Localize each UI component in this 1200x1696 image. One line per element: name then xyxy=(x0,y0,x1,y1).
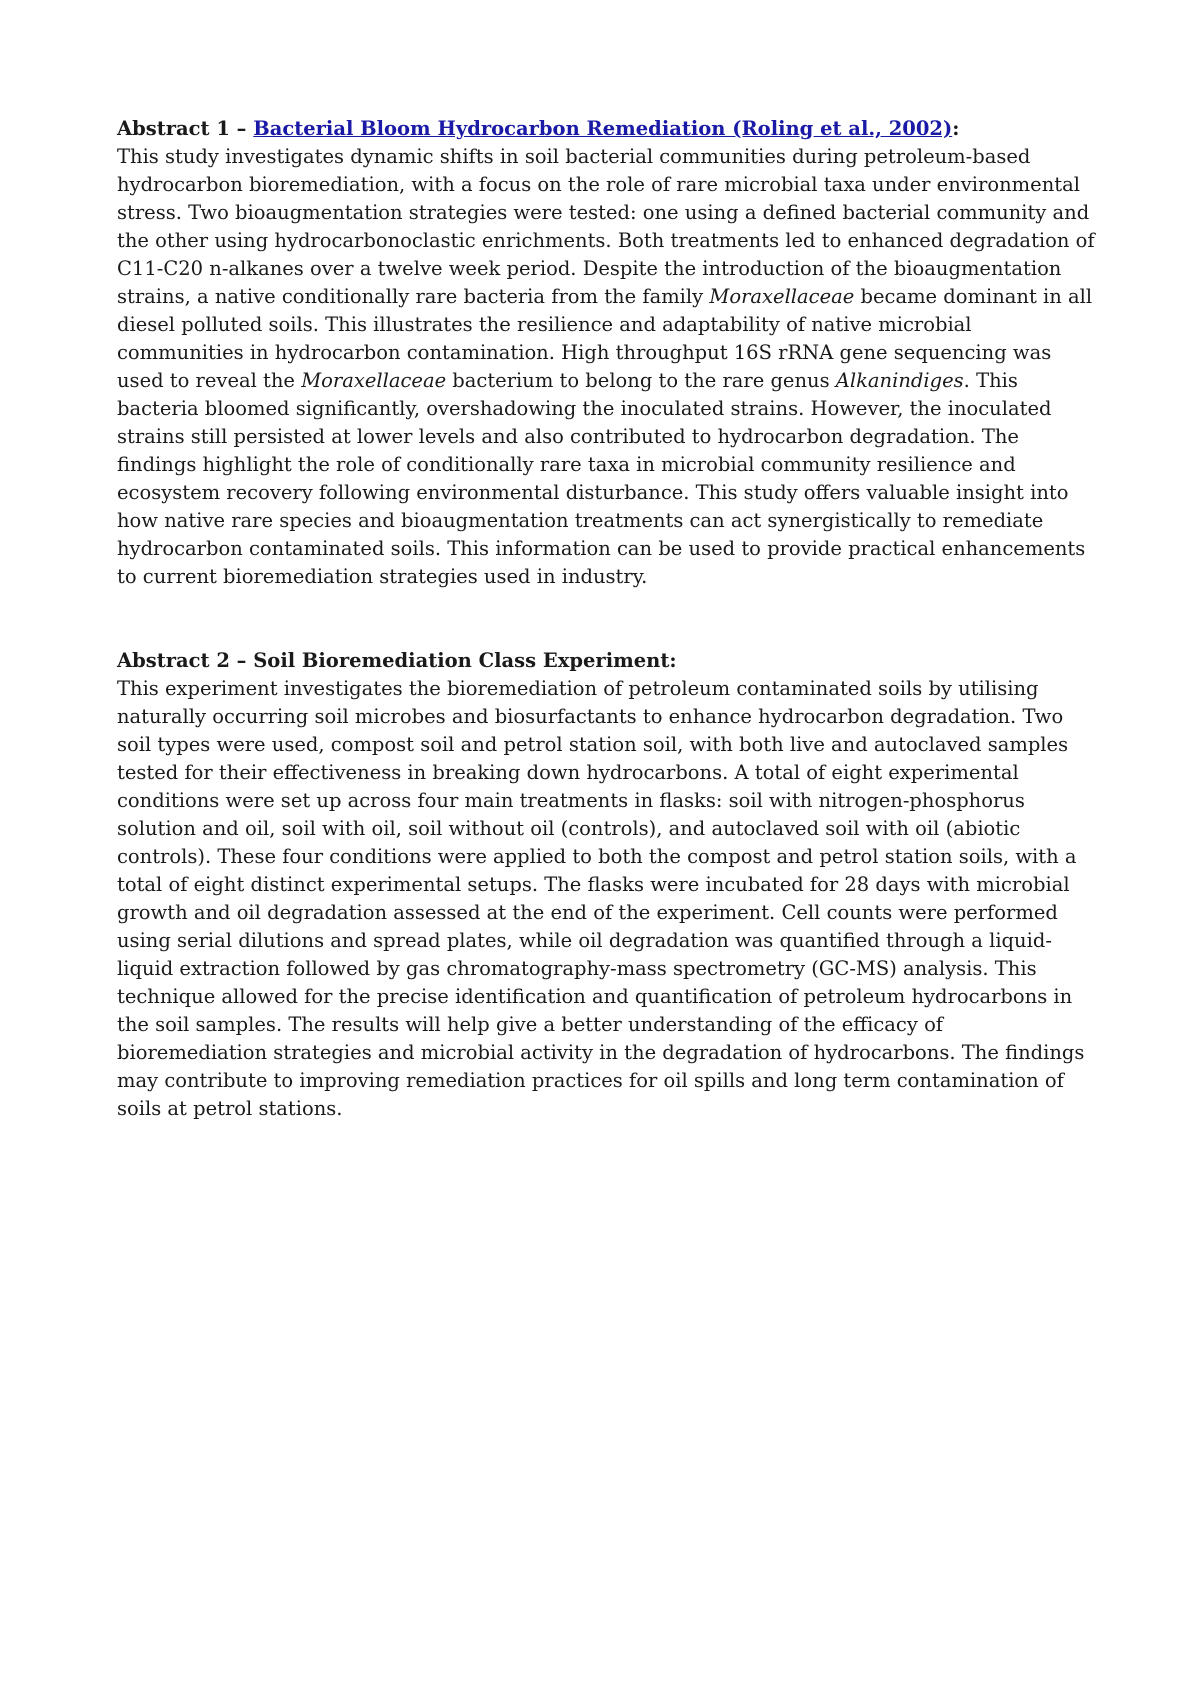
abstract-1-italic-bacterium: Moraxellaceae xyxy=(301,369,447,392)
abstract-1-heading xyxy=(117,115,1097,143)
abstract-1-reference-link[interactable]: Bacterial Bloom Hydrocarbon Remediation (Roling et al., 2002) xyxy=(253,117,953,140)
document-content xyxy=(117,115,1097,1123)
abstract-1-text-part-2: became dominant in all diesel polluted soils. This illustrates the resilience and adaptability of native microbial communities in hydrocarbon contamination. High throughput 16S rRNA gene sequencing was used to reveal the xyxy=(117,285,1093,392)
abstract-1-italic-family: Moraxellaceae xyxy=(709,285,855,308)
abstract-1-text-part-4: . This bacteria bloomed significantly, overshadowing the inoculated strains. However, the inoculated strains still persisted at lower levels and also contributed to hydrocarbon degradation. The findings highlight the role of conditionally rare taxa in microbial community resilience and ecosystem recovery following environmental disturbance. This study offers valuable insight into how native rare species and bioaugmentation treatments can act synergistically to remediate hydrocarbon contaminated soils. This information can be used to provide practical enhancements to current bioremediation strategies used in industry. xyxy=(117,369,1086,588)
abstract-1-text-part-1: This study investigates dynamic shifts in soil bacterial communities during petroleum-based hydrocarbon bioremediation, with a focus on the role of rare microbial taxa under environmental stress. Two bioaugmentation strategies were tested: one using a defined bacterial community and the other using hydrocarbonoclastic enrichments. Both treatments led to enhanced degradation of C11-C20 n-alkanes over a twelve week period. Despite the introduction of the bioaugmentation strains, a native conditionally rare bacteria from the family xyxy=(117,145,1095,308)
abstract-1-body xyxy=(117,143,1097,591)
abstract-1 xyxy=(117,115,1097,591)
abstract-2-body: This experiment investigates the bioremediation of petroleum contaminated soils by utilising naturally occurring soil microbes and biosurfactants to enhance hydrocarbon degradation. Two soil types were used, compost soil and petrol station soil, with both live and autoclaved samples tested for their effectiveness in breaking down hydrocarbons. A total of eight experimental conditions were set up across four main treatments in flasks: soil with nitrogen-phosphorus solution and oil, soil with oil, soil without oil (controls), and autoclaved soil with oil (abiotic controls). These four conditions were applied to both the compost and petrol station soils, with a total of eight distinct experimental setups. The flasks were incubated for 28 days with microbial growth and oil degradation assessed at the end of the experiment. Cell counts were performed using serial dilutions and spread plates, while oil degradation was quantified through a liquid-liquid extraction followed by gas chromatography-mass spectrometry (GC-MS) analysis. This technique allowed for the precise identification and quantification of petroleum hydrocarbons in the soil samples. The results will help give a better understanding of the efficacy of bioremediation strategies and microbial activity in the degradation of hydrocarbons. The findings may contribute to improving remediation practices for oil spills and long term contamination of soils at petrol stations. xyxy=(117,677,1085,1120)
abstract-2 xyxy=(117,647,1097,1123)
abstract-1-text-part-3: bacterium to belong to the rare genus xyxy=(446,369,836,392)
abstract-1-heading-suffix: : xyxy=(952,117,960,140)
abstract-1-italic-genus: Alkanindiges xyxy=(835,369,964,392)
abstract-1-heading-prefix: Abstract 1 – xyxy=(117,117,254,140)
abstract-2-heading: Abstract 2 – Soil Bioremediation Class Experiment: xyxy=(117,649,677,672)
